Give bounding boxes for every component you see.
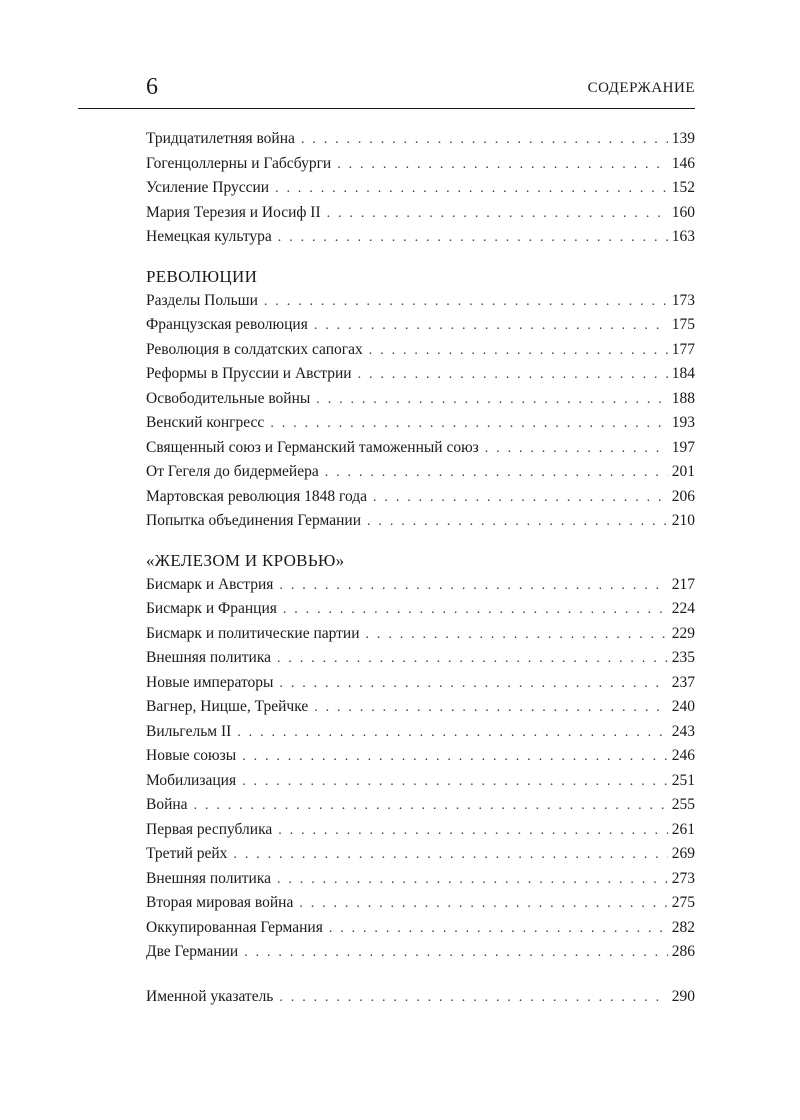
toc-entry-page: 173 (671, 291, 695, 309)
dot-leader (367, 510, 668, 535)
dot-leader (275, 177, 668, 202)
toc-entry[interactable] (146, 225, 695, 250)
toc-entry-title: Две Германии (146, 943, 239, 960)
dot-leader (237, 721, 667, 746)
toc-entry-page: 243 (671, 722, 695, 740)
toc-entry[interactable] (146, 338, 695, 363)
toc-entry-title: Вильгельм II (146, 722, 232, 740)
toc-entry[interactable] (146, 201, 695, 226)
toc-entry-page: 146 (671, 154, 695, 172)
dot-leader (369, 339, 668, 364)
dot-leader (278, 226, 668, 251)
dot-leader (301, 128, 668, 153)
toc-entry-title: Оккупированная Германия (146, 918, 323, 936)
toc-entry[interactable] (146, 485, 695, 510)
toc-entry[interactable] (146, 313, 695, 338)
toc-entry-page: 261 (671, 820, 695, 838)
toc-entry-title: Немецкая культура (146, 228, 272, 245)
toc-entry[interactable] (146, 940, 695, 965)
toc-entry[interactable] (146, 916, 695, 941)
dot-leader (270, 412, 667, 437)
toc-entry[interactable] (146, 573, 695, 598)
section-title[interactable]: «ЖЕЛЕЗОМ И КРОВЬЮ» (146, 550, 345, 570)
toc-entry-title: Освободительные войны (146, 389, 311, 407)
toc-entry[interactable] (146, 152, 695, 177)
toc-entry-page: 246 (671, 747, 695, 764)
toc-entry-title: Вагнер, Ницше, Трейчке (146, 698, 309, 715)
toc-entry-page: 286 (671, 943, 695, 960)
toc-entry[interactable] (146, 867, 695, 892)
toc-entry-title: Внешняя политика (146, 649, 271, 666)
toc-entry-title: Французская революция (146, 316, 308, 333)
dot-leader (279, 986, 667, 1011)
toc-entry-title: Бисмарк и Франция (146, 600, 277, 617)
toc-entry-page: 160 (671, 203, 695, 221)
toc-entry[interactable] (146, 176, 695, 201)
toc-entry[interactable] (146, 793, 695, 818)
toc-entry-page: 237 (671, 673, 695, 691)
dot-leader (316, 388, 667, 413)
toc-entry-title: Тридцатилетняя война (146, 130, 295, 147)
toc-entry-page: 217 (671, 575, 695, 593)
toc-entry-page: 206 (671, 487, 695, 505)
toc-entry-page: 184 (671, 365, 695, 382)
dot-leader (264, 290, 668, 315)
toc-entry-page: 177 (671, 340, 695, 358)
dot-leader (194, 794, 668, 819)
dot-leader (299, 892, 667, 917)
toc-entry[interactable] (146, 509, 695, 534)
toc-entry[interactable] (146, 842, 695, 867)
toc-entry-title: Мартовская революция 1848 года (146, 487, 368, 505)
intro-entries (146, 127, 695, 250)
dot-leader (277, 647, 668, 672)
dot-leader (337, 153, 668, 178)
dot-leader (279, 672, 667, 697)
toc-entry[interactable] (146, 720, 695, 745)
toc-entry-page: 275 (671, 894, 695, 911)
dot-leader (283, 598, 668, 623)
toc-entry-page: 235 (671, 649, 695, 666)
toc-sections (146, 265, 695, 965)
toc-entry-title: Гогенцоллерны и Габсбурги (146, 154, 332, 172)
toc-entry[interactable] (146, 460, 695, 485)
toc-entry-title: Первая республика (146, 820, 273, 838)
toc-entry[interactable] (146, 818, 695, 843)
toc-section (146, 549, 695, 965)
running-head: СОДЕРЖАНИЕ (587, 80, 695, 96)
toc-entry-page: 255 (671, 796, 695, 813)
toc-entry-title: Третий рейх (146, 845, 228, 862)
toc-entry[interactable] (146, 597, 695, 622)
toc-entry-page: 273 (671, 869, 695, 887)
toc-entry-page: 152 (671, 179, 695, 196)
toc-entry[interactable] (146, 362, 695, 387)
toc-entry-page: 197 (671, 438, 695, 456)
dot-leader (358, 363, 668, 388)
section-title[interactable]: РЕВОЛЮЦИИ (146, 266, 258, 286)
toc-entry-title: Реформы в Пруссии и Австрии (146, 365, 352, 382)
toc-entry-title: Бисмарк и политические партии (146, 624, 360, 642)
dot-leader (327, 202, 668, 227)
header-rule (78, 108, 695, 109)
toc-entry[interactable] (146, 646, 695, 671)
toc-entry-title: Война (146, 796, 188, 813)
dot-leader (279, 574, 667, 599)
toc-entry-page: 229 (671, 624, 695, 642)
toc-entry-title: От Гегеля до бидермейера (146, 463, 319, 480)
toc-entry-title: Мобилизация (146, 771, 237, 789)
toc-entry-title: Именной указатель (146, 987, 274, 1005)
toc-entry-page: 210 (671, 512, 695, 529)
toc-entry-title: Революция в солдатских сапогах (146, 340, 363, 358)
toc-entry-page: 224 (671, 600, 695, 617)
toc-entry[interactable] (146, 127, 695, 152)
toc-entry[interactable] (146, 744, 695, 769)
toc-entry-title: Венский конгресс (146, 414, 265, 431)
toc-entry-title: Мария Терезия и Иосиф II (146, 203, 321, 221)
toc-entry-page: 290 (671, 987, 695, 1005)
toc-entry[interactable] (146, 436, 695, 461)
toc-entry-title: Новые императоры (146, 673, 274, 691)
dot-leader (314, 314, 668, 339)
dot-leader (325, 461, 668, 486)
toc-entry[interactable] (146, 671, 695, 696)
toc-entry-title: Попытка объединения Германии (146, 512, 362, 529)
dot-leader (278, 819, 667, 844)
dot-leader (233, 843, 667, 868)
toc-entry-index[interactable] (146, 985, 695, 1010)
toc-entry-title: Священный союз и Германский таможенный союз (146, 438, 479, 456)
dot-leader (366, 623, 668, 648)
toc-entry-page: 188 (671, 389, 695, 407)
toc-entry-title: Вторая мировая война (146, 894, 294, 911)
toc-entry-page: 269 (671, 845, 695, 862)
toc-entry-page: 193 (671, 414, 695, 431)
toc-entry[interactable] (146, 387, 695, 412)
toc-entry-title: Усиление Пруссии (146, 179, 270, 196)
dot-leader (329, 917, 668, 942)
dot-leader (244, 941, 668, 966)
dot-leader (277, 868, 668, 893)
toc-entry-page: 282 (671, 918, 695, 936)
dot-leader (242, 770, 668, 795)
toc-entry[interactable] (146, 289, 695, 314)
toc-entry-page: 139 (671, 130, 695, 147)
toc-entry[interactable] (146, 695, 695, 720)
dot-leader (485, 437, 668, 462)
toc-entry-page: 163 (671, 228, 695, 245)
dot-leader (242, 745, 668, 770)
toc-entry-title: Новые союзы (146, 747, 237, 764)
toc-entry-page: 251 (671, 771, 695, 789)
page-header (78, 72, 695, 102)
toc-entry-page: 201 (671, 463, 695, 480)
toc-entry-page: 175 (671, 316, 695, 333)
toc-entry-title: Внешняя политика (146, 869, 271, 887)
page-number: 6 (146, 74, 158, 100)
toc-entry-page: 240 (671, 698, 695, 715)
toc-section (146, 265, 695, 534)
toc-entry[interactable] (146, 622, 695, 647)
dot-leader (314, 696, 668, 721)
toc-entry[interactable] (146, 891, 695, 916)
toc-entry[interactable] (146, 769, 695, 794)
toc-entry-title: Бисмарк и Австрия (146, 575, 274, 593)
dot-leader (373, 486, 668, 511)
toc-entry-title: Разделы Польши (146, 291, 258, 309)
table-of-contents (146, 127, 695, 1009)
toc-entry[interactable] (146, 411, 695, 436)
